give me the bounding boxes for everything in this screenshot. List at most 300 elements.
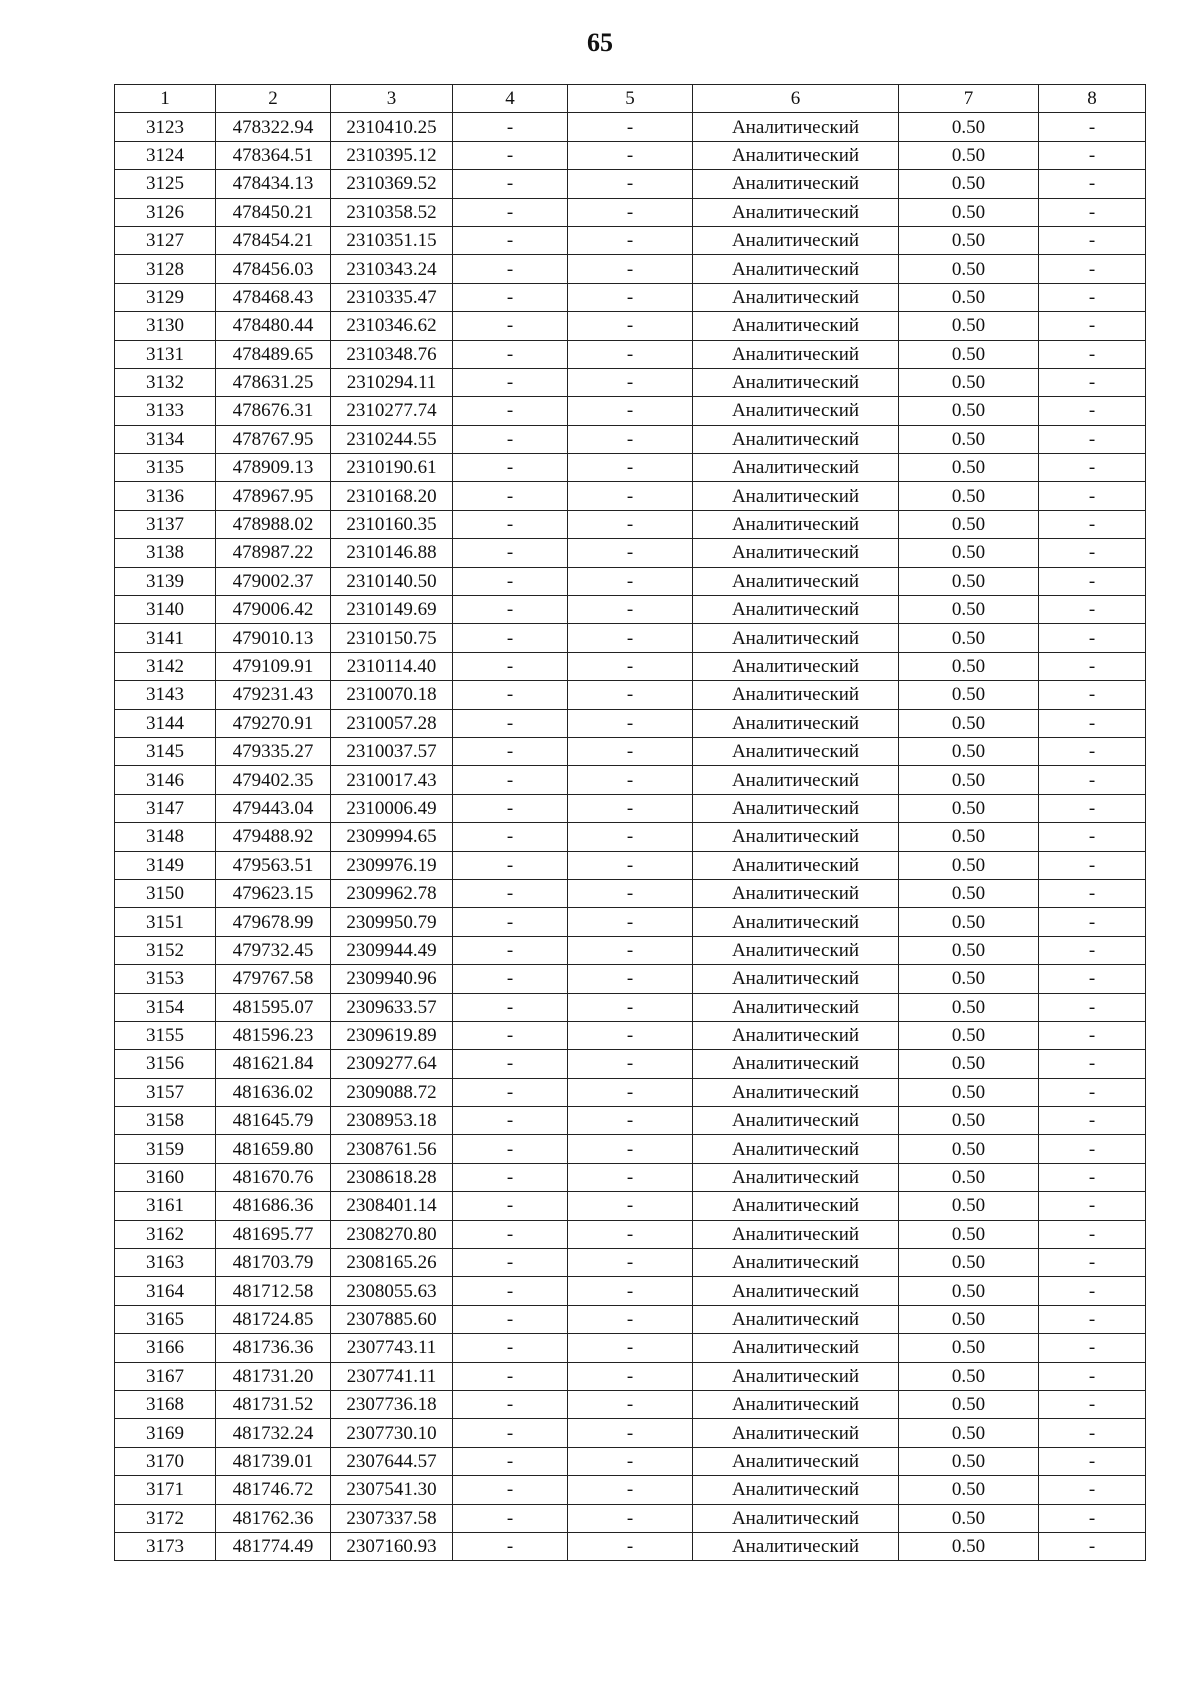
table-row bbox=[115, 766, 1146, 794]
cell-col-5: - bbox=[568, 1021, 693, 1049]
table-row bbox=[115, 1334, 1146, 1362]
cell-col-8: - bbox=[1039, 596, 1146, 624]
cell-point-number: 3142 bbox=[115, 652, 216, 680]
cell-coord-y: 2307644.57 bbox=[331, 1447, 453, 1475]
cell-accuracy: 0.50 bbox=[899, 283, 1039, 311]
table-row bbox=[115, 652, 1146, 680]
cell-col-4: - bbox=[453, 425, 568, 453]
cell-col-4: - bbox=[453, 1277, 568, 1305]
cell-method: Аналитический bbox=[693, 823, 899, 851]
cell-method: Аналитический bbox=[693, 510, 899, 538]
cell-coord-y: 2307885.60 bbox=[331, 1305, 453, 1333]
cell-col-5: - bbox=[568, 709, 693, 737]
cell-coord-y: 2310006.49 bbox=[331, 794, 453, 822]
cell-coord-x: 479678.99 bbox=[216, 908, 331, 936]
cell-coord-x: 479732.45 bbox=[216, 936, 331, 964]
cell-coord-x: 481670.76 bbox=[216, 1163, 331, 1191]
table-row bbox=[115, 1163, 1146, 1191]
cell-point-number: 3143 bbox=[115, 681, 216, 709]
cell-accuracy: 0.50 bbox=[899, 766, 1039, 794]
cell-coord-y: 2309944.49 bbox=[331, 936, 453, 964]
cell-col-5: - bbox=[568, 1277, 693, 1305]
cell-col-8: - bbox=[1039, 425, 1146, 453]
cell-point-number: 3128 bbox=[115, 255, 216, 283]
cell-accuracy: 0.50 bbox=[899, 965, 1039, 993]
cell-point-number: 3124 bbox=[115, 141, 216, 169]
cell-col-4: - bbox=[453, 1050, 568, 1078]
cell-col-5: - bbox=[568, 1305, 693, 1333]
cell-coord-x: 481712.58 bbox=[216, 1277, 331, 1305]
cell-col-4: - bbox=[453, 1135, 568, 1163]
cell-point-number: 3151 bbox=[115, 908, 216, 936]
cell-point-number: 3166 bbox=[115, 1334, 216, 1362]
cell-coord-x: 478480.44 bbox=[216, 312, 331, 340]
cell-method: Аналитический bbox=[693, 1532, 899, 1560]
cell-col-4: - bbox=[453, 539, 568, 567]
cell-coord-x: 478364.51 bbox=[216, 141, 331, 169]
table-header bbox=[115, 85, 1146, 113]
cell-method: Аналитический bbox=[693, 226, 899, 254]
cell-point-number: 3170 bbox=[115, 1447, 216, 1475]
cell-col-4: - bbox=[453, 879, 568, 907]
cell-col-8: - bbox=[1039, 397, 1146, 425]
table-row bbox=[115, 1135, 1146, 1163]
cell-coord-x: 478468.43 bbox=[216, 283, 331, 311]
cell-method: Аналитический bbox=[693, 908, 899, 936]
cell-coord-y: 2309088.72 bbox=[331, 1078, 453, 1106]
table-row bbox=[115, 1476, 1146, 1504]
cell-point-number: 3168 bbox=[115, 1390, 216, 1418]
cell-col-8: - bbox=[1039, 1504, 1146, 1532]
cell-coord-x: 481703.79 bbox=[216, 1249, 331, 1277]
table-row bbox=[115, 1277, 1146, 1305]
cell-col-8: - bbox=[1039, 1163, 1146, 1191]
cell-point-number: 3165 bbox=[115, 1305, 216, 1333]
table-row bbox=[115, 681, 1146, 709]
cell-method: Аналитический bbox=[693, 766, 899, 794]
cell-accuracy: 0.50 bbox=[899, 1192, 1039, 1220]
cell-coord-y: 2309994.65 bbox=[331, 823, 453, 851]
header-cell-1: 1 bbox=[115, 85, 216, 113]
cell-col-8: - bbox=[1039, 1532, 1146, 1560]
cell-col-4: - bbox=[453, 397, 568, 425]
table-body bbox=[115, 113, 1146, 1561]
cell-coord-x: 479563.51 bbox=[216, 851, 331, 879]
cell-method: Аналитический bbox=[693, 1390, 899, 1418]
cell-col-8: - bbox=[1039, 1362, 1146, 1390]
cell-coord-y: 2308270.80 bbox=[331, 1220, 453, 1248]
cell-col-4: - bbox=[453, 766, 568, 794]
table-row bbox=[115, 510, 1146, 538]
cell-col-5: - bbox=[568, 340, 693, 368]
cell-coord-x: 478967.95 bbox=[216, 482, 331, 510]
cell-col-5: - bbox=[568, 1447, 693, 1475]
cell-accuracy: 0.50 bbox=[899, 1220, 1039, 1248]
cell-col-8: - bbox=[1039, 1050, 1146, 1078]
cell-col-8: - bbox=[1039, 539, 1146, 567]
cell-accuracy: 0.50 bbox=[899, 879, 1039, 907]
cell-col-8: - bbox=[1039, 510, 1146, 538]
cell-method: Аналитический bbox=[693, 1362, 899, 1390]
cell-col-8: - bbox=[1039, 794, 1146, 822]
cell-col-8: - bbox=[1039, 1249, 1146, 1277]
cell-col-5: - bbox=[568, 1362, 693, 1390]
cell-coord-y: 2310343.24 bbox=[331, 255, 453, 283]
table-row bbox=[115, 936, 1146, 964]
cell-coord-y: 2310140.50 bbox=[331, 567, 453, 595]
cell-coord-y: 2309940.96 bbox=[331, 965, 453, 993]
cell-coord-x: 481659.80 bbox=[216, 1135, 331, 1163]
cell-accuracy: 0.50 bbox=[899, 823, 1039, 851]
table-row bbox=[115, 851, 1146, 879]
cell-accuracy: 0.50 bbox=[899, 908, 1039, 936]
cell-point-number: 3125 bbox=[115, 170, 216, 198]
cell-col-8: - bbox=[1039, 993, 1146, 1021]
cell-point-number: 3158 bbox=[115, 1107, 216, 1135]
cell-col-8: - bbox=[1039, 454, 1146, 482]
cell-col-8: - bbox=[1039, 1305, 1146, 1333]
cell-method: Аналитический bbox=[693, 794, 899, 822]
table-row bbox=[115, 993, 1146, 1021]
cell-method: Аналитический bbox=[693, 425, 899, 453]
cell-col-4: - bbox=[453, 993, 568, 1021]
header-row bbox=[115, 85, 1146, 113]
cell-method: Аналитический bbox=[693, 198, 899, 226]
cell-point-number: 3153 bbox=[115, 965, 216, 993]
cell-coord-x: 478987.22 bbox=[216, 539, 331, 567]
cell-coord-y: 2309950.79 bbox=[331, 908, 453, 936]
cell-col-5: - bbox=[568, 766, 693, 794]
cell-accuracy: 0.50 bbox=[899, 170, 1039, 198]
cell-method: Аналитический bbox=[693, 255, 899, 283]
cell-col-5: - bbox=[568, 539, 693, 567]
cell-col-5: - bbox=[568, 226, 693, 254]
table-row bbox=[115, 1249, 1146, 1277]
cell-col-4: - bbox=[453, 1192, 568, 1220]
cell-coord-y: 2309277.64 bbox=[331, 1050, 453, 1078]
cell-col-5: - bbox=[568, 283, 693, 311]
cell-col-5: - bbox=[568, 624, 693, 652]
cell-accuracy: 0.50 bbox=[899, 1362, 1039, 1390]
cell-coord-y: 2308953.18 bbox=[331, 1107, 453, 1135]
cell-method: Аналитический bbox=[693, 141, 899, 169]
cell-col-4: - bbox=[453, 113, 568, 141]
cell-point-number: 3160 bbox=[115, 1163, 216, 1191]
cell-col-8: - bbox=[1039, 1476, 1146, 1504]
cell-col-8: - bbox=[1039, 624, 1146, 652]
cell-accuracy: 0.50 bbox=[899, 851, 1039, 879]
table-row bbox=[115, 1220, 1146, 1248]
cell-col-4: - bbox=[453, 198, 568, 226]
cell-col-8: - bbox=[1039, 851, 1146, 879]
cell-coord-y: 2307541.30 bbox=[331, 1476, 453, 1504]
cell-col-5: - bbox=[568, 652, 693, 680]
cell-col-8: - bbox=[1039, 198, 1146, 226]
cell-col-5: - bbox=[568, 198, 693, 226]
cell-coord-x: 479443.04 bbox=[216, 794, 331, 822]
table-row bbox=[115, 823, 1146, 851]
cell-accuracy: 0.50 bbox=[899, 624, 1039, 652]
cell-col-8: - bbox=[1039, 766, 1146, 794]
header-cell-6: 6 bbox=[693, 85, 899, 113]
cell-coord-x: 479006.42 bbox=[216, 596, 331, 624]
cell-method: Аналитический bbox=[693, 624, 899, 652]
header-cell-7: 7 bbox=[899, 85, 1039, 113]
cell-col-4: - bbox=[453, 1021, 568, 1049]
cell-accuracy: 0.50 bbox=[899, 1021, 1039, 1049]
cell-coord-y: 2310149.69 bbox=[331, 596, 453, 624]
cell-method: Аналитический bbox=[693, 1220, 899, 1248]
cell-coord-y: 2310369.52 bbox=[331, 170, 453, 198]
cell-method: Аналитический bbox=[693, 1021, 899, 1049]
cell-coord-y: 2310410.25 bbox=[331, 113, 453, 141]
cell-col-4: - bbox=[453, 823, 568, 851]
cell-point-number: 3126 bbox=[115, 198, 216, 226]
cell-accuracy: 0.50 bbox=[899, 1504, 1039, 1532]
cell-col-8: - bbox=[1039, 936, 1146, 964]
cell-method: Аналитический bbox=[693, 113, 899, 141]
cell-coord-y: 2310358.52 bbox=[331, 198, 453, 226]
cell-coord-y: 2307736.18 bbox=[331, 1390, 453, 1418]
cell-col-5: - bbox=[568, 1504, 693, 1532]
cell-point-number: 3157 bbox=[115, 1078, 216, 1106]
cell-point-number: 3133 bbox=[115, 397, 216, 425]
cell-accuracy: 0.50 bbox=[899, 198, 1039, 226]
cell-col-5: - bbox=[568, 936, 693, 964]
cell-col-8: - bbox=[1039, 312, 1146, 340]
cell-accuracy: 0.50 bbox=[899, 596, 1039, 624]
cell-col-5: - bbox=[568, 1419, 693, 1447]
cell-coord-x: 481774.49 bbox=[216, 1532, 331, 1560]
cell-col-8: - bbox=[1039, 681, 1146, 709]
cell-point-number: 3127 bbox=[115, 226, 216, 254]
cell-accuracy: 0.50 bbox=[899, 1249, 1039, 1277]
cell-point-number: 3154 bbox=[115, 993, 216, 1021]
cell-col-5: - bbox=[568, 482, 693, 510]
cell-accuracy: 0.50 bbox=[899, 340, 1039, 368]
cell-col-5: - bbox=[568, 737, 693, 765]
table-row bbox=[115, 794, 1146, 822]
cell-point-number: 3132 bbox=[115, 368, 216, 396]
cell-accuracy: 0.50 bbox=[899, 510, 1039, 538]
cell-col-8: - bbox=[1039, 965, 1146, 993]
cell-col-8: - bbox=[1039, 113, 1146, 141]
cell-coord-x: 479335.27 bbox=[216, 737, 331, 765]
cell-coord-x: 478489.65 bbox=[216, 340, 331, 368]
cell-accuracy: 0.50 bbox=[899, 1476, 1039, 1504]
cell-accuracy: 0.50 bbox=[899, 1305, 1039, 1333]
cell-method: Аналитический bbox=[693, 1419, 899, 1447]
cell-point-number: 3137 bbox=[115, 510, 216, 538]
header-cell-2: 2 bbox=[216, 85, 331, 113]
cell-method: Аналитический bbox=[693, 1107, 899, 1135]
cell-accuracy: 0.50 bbox=[899, 397, 1039, 425]
cell-col-8: - bbox=[1039, 1447, 1146, 1475]
cell-coord-x: 481731.20 bbox=[216, 1362, 331, 1390]
cell-accuracy: 0.50 bbox=[899, 567, 1039, 595]
table-row bbox=[115, 1107, 1146, 1135]
cell-method: Аналитический bbox=[693, 312, 899, 340]
cell-accuracy: 0.50 bbox=[899, 737, 1039, 765]
cell-method: Аналитический bbox=[693, 993, 899, 1021]
cell-col-8: - bbox=[1039, 652, 1146, 680]
table-row bbox=[115, 255, 1146, 283]
cell-coord-x: 479623.15 bbox=[216, 879, 331, 907]
cell-method: Аналитический bbox=[693, 737, 899, 765]
cell-point-number: 3148 bbox=[115, 823, 216, 851]
cell-col-8: - bbox=[1039, 567, 1146, 595]
cell-point-number: 3161 bbox=[115, 1192, 216, 1220]
table-row bbox=[115, 1021, 1146, 1049]
cell-col-8: - bbox=[1039, 823, 1146, 851]
cell-coord-y: 2308055.63 bbox=[331, 1277, 453, 1305]
cell-point-number: 3173 bbox=[115, 1532, 216, 1560]
cell-coord-y: 2310346.62 bbox=[331, 312, 453, 340]
cell-coord-x: 478631.25 bbox=[216, 368, 331, 396]
cell-coord-y: 2307160.93 bbox=[331, 1532, 453, 1560]
cell-coord-x: 481732.24 bbox=[216, 1419, 331, 1447]
cell-coord-x: 481736.36 bbox=[216, 1334, 331, 1362]
cell-col-8: - bbox=[1039, 1277, 1146, 1305]
cell-col-8: - bbox=[1039, 1419, 1146, 1447]
cell-method: Аналитический bbox=[693, 567, 899, 595]
cell-col-4: - bbox=[453, 1419, 568, 1447]
cell-accuracy: 0.50 bbox=[899, 1107, 1039, 1135]
cell-coord-x: 481596.23 bbox=[216, 1021, 331, 1049]
cell-coord-y: 2307743.11 bbox=[331, 1334, 453, 1362]
cell-coord-x: 479270.91 bbox=[216, 709, 331, 737]
table-row bbox=[115, 965, 1146, 993]
cell-col-4: - bbox=[453, 709, 568, 737]
cell-coord-x: 481636.02 bbox=[216, 1078, 331, 1106]
cell-coord-x: 479002.37 bbox=[216, 567, 331, 595]
cell-col-4: - bbox=[453, 965, 568, 993]
cell-col-8: - bbox=[1039, 368, 1146, 396]
table-row bbox=[115, 737, 1146, 765]
table-row bbox=[115, 170, 1146, 198]
table-row bbox=[115, 312, 1146, 340]
cell-method: Аналитический bbox=[693, 1447, 899, 1475]
table-row bbox=[115, 1532, 1146, 1560]
cell-point-number: 3129 bbox=[115, 283, 216, 311]
cell-coord-x: 478909.13 bbox=[216, 454, 331, 482]
cell-point-number: 3136 bbox=[115, 482, 216, 510]
cell-col-5: - bbox=[568, 1078, 693, 1106]
cell-method: Аналитический bbox=[693, 1249, 899, 1277]
cell-accuracy: 0.50 bbox=[899, 681, 1039, 709]
cell-col-5: - bbox=[568, 397, 693, 425]
cell-coord-x: 479488.92 bbox=[216, 823, 331, 851]
cell-method: Аналитический bbox=[693, 965, 899, 993]
cell-coord-y: 2307741.11 bbox=[331, 1362, 453, 1390]
cell-col-5: - bbox=[568, 823, 693, 851]
table-row bbox=[115, 908, 1146, 936]
cell-col-8: - bbox=[1039, 1021, 1146, 1049]
cell-method: Аналитический bbox=[693, 1135, 899, 1163]
cell-col-4: - bbox=[453, 1504, 568, 1532]
cell-col-5: - bbox=[568, 1334, 693, 1362]
cell-coord-x: 481731.52 bbox=[216, 1390, 331, 1418]
cell-col-4: - bbox=[453, 226, 568, 254]
cell-accuracy: 0.50 bbox=[899, 1135, 1039, 1163]
cell-col-4: - bbox=[453, 1220, 568, 1248]
cell-method: Аналитический bbox=[693, 851, 899, 879]
cell-col-8: - bbox=[1039, 1192, 1146, 1220]
table-row bbox=[115, 1050, 1146, 1078]
table-row bbox=[115, 596, 1146, 624]
cell-point-number: 3167 bbox=[115, 1362, 216, 1390]
table-row bbox=[115, 1447, 1146, 1475]
cell-point-number: 3141 bbox=[115, 624, 216, 652]
cell-accuracy: 0.50 bbox=[899, 1447, 1039, 1475]
cell-coord-x: 481739.01 bbox=[216, 1447, 331, 1475]
cell-col-4: - bbox=[453, 737, 568, 765]
cell-accuracy: 0.50 bbox=[899, 1277, 1039, 1305]
cell-accuracy: 0.50 bbox=[899, 1050, 1039, 1078]
cell-coord-y: 2310168.20 bbox=[331, 482, 453, 510]
cell-col-4: - bbox=[453, 170, 568, 198]
cell-coord-x: 478767.95 bbox=[216, 425, 331, 453]
cell-coord-y: 2310348.76 bbox=[331, 340, 453, 368]
cell-col-5: - bbox=[568, 170, 693, 198]
cell-method: Аналитический bbox=[693, 681, 899, 709]
header-cell-4: 4 bbox=[453, 85, 568, 113]
table-row bbox=[115, 1305, 1146, 1333]
cell-col-5: - bbox=[568, 1163, 693, 1191]
cell-col-8: - bbox=[1039, 1107, 1146, 1135]
cell-accuracy: 0.50 bbox=[899, 539, 1039, 567]
cell-col-4: - bbox=[453, 1532, 568, 1560]
cell-coord-y: 2308618.28 bbox=[331, 1163, 453, 1191]
table-row bbox=[115, 1192, 1146, 1220]
cell-col-5: - bbox=[568, 965, 693, 993]
cell-coord-y: 2307337.58 bbox=[331, 1504, 453, 1532]
cell-method: Аналитический bbox=[693, 170, 899, 198]
cell-accuracy: 0.50 bbox=[899, 709, 1039, 737]
table-row bbox=[115, 141, 1146, 169]
cell-point-number: 3123 bbox=[115, 113, 216, 141]
cell-point-number: 3169 bbox=[115, 1419, 216, 1447]
cell-point-number: 3150 bbox=[115, 879, 216, 907]
cell-col-4: - bbox=[453, 510, 568, 538]
table-row bbox=[115, 113, 1146, 141]
cell-col-4: - bbox=[453, 908, 568, 936]
cell-method: Аналитический bbox=[693, 596, 899, 624]
cell-accuracy: 0.50 bbox=[899, 255, 1039, 283]
table-row bbox=[115, 1078, 1146, 1106]
cell-coord-y: 2310037.57 bbox=[331, 737, 453, 765]
cell-col-8: - bbox=[1039, 255, 1146, 283]
table-row bbox=[115, 454, 1146, 482]
cell-col-8: - bbox=[1039, 1135, 1146, 1163]
cell-method: Аналитический bbox=[693, 1305, 899, 1333]
cell-coord-y: 2310160.35 bbox=[331, 510, 453, 538]
cell-coord-y: 2310057.28 bbox=[331, 709, 453, 737]
cell-point-number: 3131 bbox=[115, 340, 216, 368]
cell-coord-y: 2310351.15 bbox=[331, 226, 453, 254]
cell-col-4: - bbox=[453, 1163, 568, 1191]
cell-coord-x: 478456.03 bbox=[216, 255, 331, 283]
cell-coord-x: 481621.84 bbox=[216, 1050, 331, 1078]
cell-point-number: 3130 bbox=[115, 312, 216, 340]
cell-col-4: - bbox=[453, 368, 568, 396]
cell-col-5: - bbox=[568, 1050, 693, 1078]
cell-accuracy: 0.50 bbox=[899, 1390, 1039, 1418]
cell-col-4: - bbox=[453, 283, 568, 311]
cell-col-8: - bbox=[1039, 737, 1146, 765]
cell-col-8: - bbox=[1039, 482, 1146, 510]
cell-coord-y: 2309962.78 bbox=[331, 879, 453, 907]
